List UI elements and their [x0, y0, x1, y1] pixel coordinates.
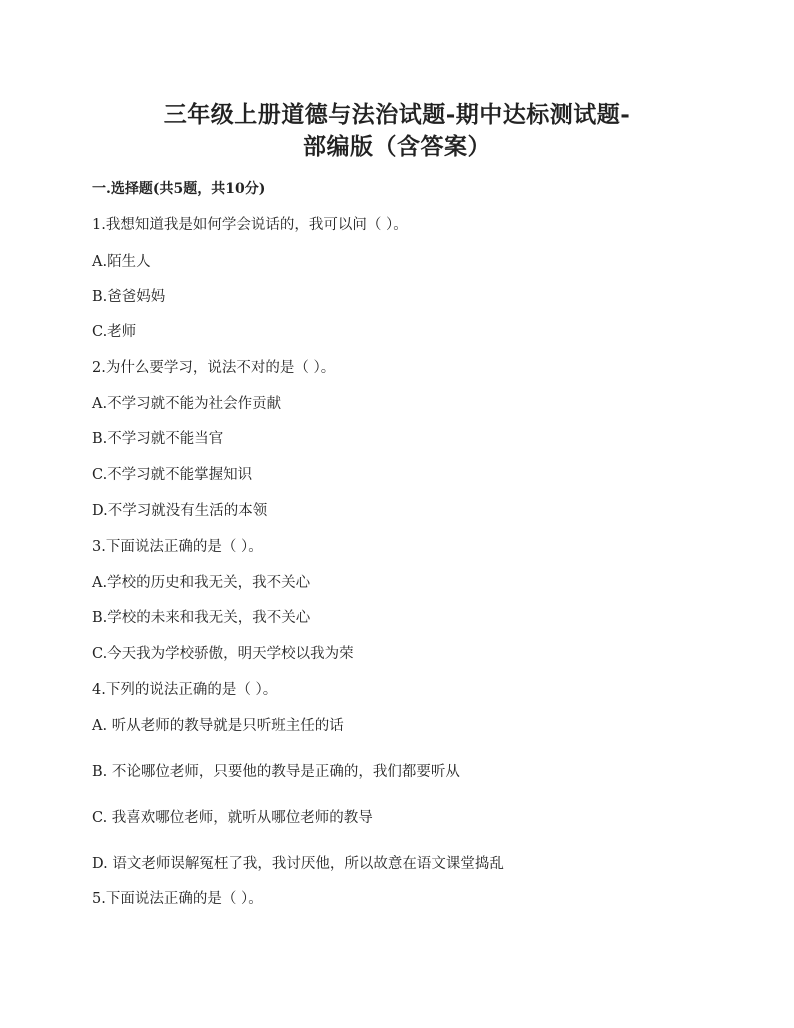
question-4-option-a: A. 听从老师的教导就是只听班主任的话 [92, 718, 344, 734]
question-1-option-c: C.老师 [92, 324, 137, 340]
question-1-option-a: A.陌生人 [92, 254, 151, 270]
question-3-option-c: C.今天我为学校骄傲，明天学校以我为荣 [92, 646, 354, 662]
question-3-option-b: B.学校的未来和我无关，我不关心 [92, 610, 311, 626]
question-4-option-b: B. 不论哪位老师，只要他的教导是正确的，我们都要听从 [92, 764, 460, 780]
question-1-stem: 1.我想知道我是如何学会说话的，我可以问（ ）。 [92, 217, 408, 233]
question-2-option-c: C.不学习就不能掌握知识 [92, 467, 253, 483]
question-3-option-a: A.学校的历史和我无关，我不关心 [92, 575, 311, 591]
question-3-stem: 3.下面说法正确的是（ ）。 [92, 539, 263, 555]
document-title-line-2: 部编版（含答案） [303, 133, 491, 160]
question-2-option-b: B.不学习就不能当官 [92, 431, 224, 447]
section-heading: 一.选择题(共5题，共10分) [92, 181, 266, 197]
question-4-stem: 4.下列的说法正确的是（ ）。 [92, 682, 278, 698]
question-4-option-d: D. 语文老师误解冤枉了我，我讨厌他，所以故意在语文课堂捣乱 [92, 856, 504, 872]
question-2-stem: 2.为什么要学习，说法不对的是（ ）。 [92, 360, 336, 376]
question-2-option-d: D.不学习就没有生活的本领 [92, 503, 268, 519]
question-4-option-c: C. 我喜欢哪位老师，就听从哪位老师的教导 [92, 810, 373, 826]
question-5-stem: 5.下面说法正确的是（ ）。 [92, 891, 263, 907]
question-2-option-a: A.不学习就不能为社会作贡献 [92, 396, 282, 412]
document-title-line-1: 三年级上册道德与法治试题-期中达标测试题- [163, 101, 631, 128]
question-1-option-b: B.爸爸妈妈 [92, 289, 166, 305]
